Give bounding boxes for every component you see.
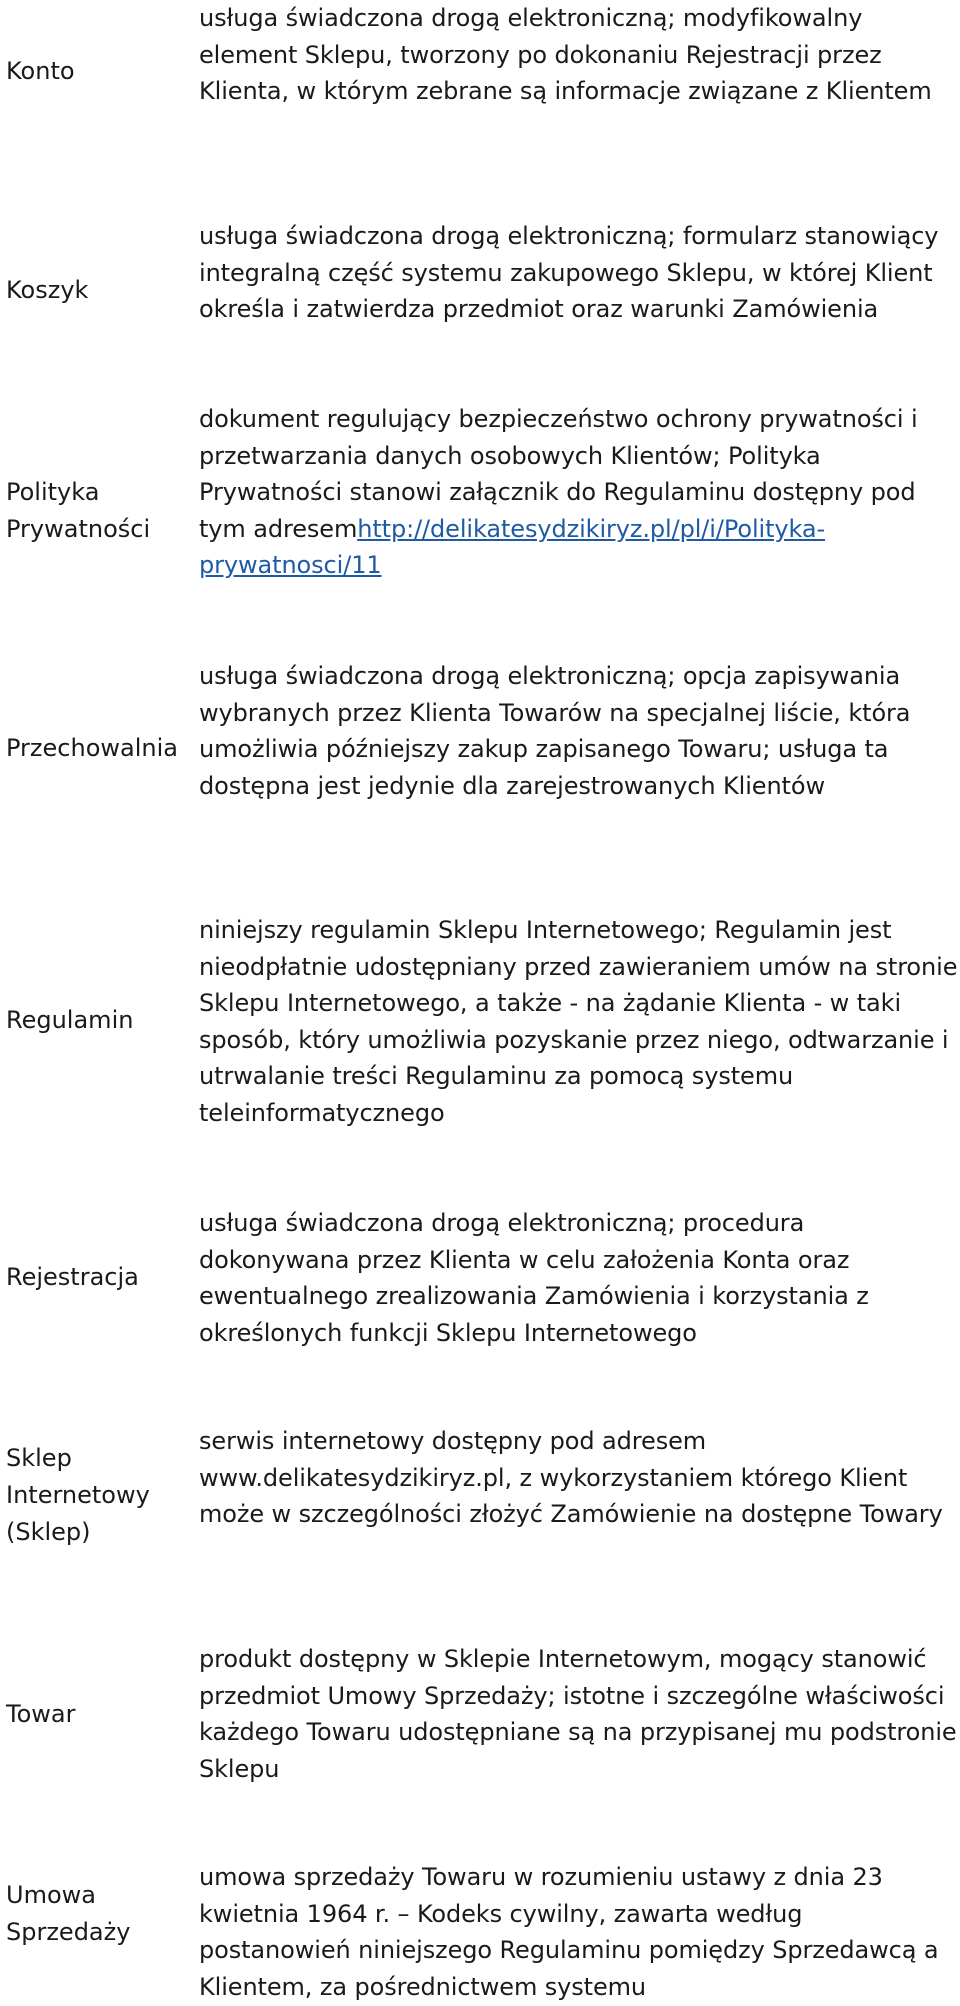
definition-rejestracja: usługa świadczona drogą elektroniczną; procedura dokonywana przez Klienta w celu założenia Konta oraz ewentualnego zrealizowania Zamówienia i korzystania z określonych funkcji Sklepu Internetowego xyxy=(199,1209,869,1347)
term-line: Polityka xyxy=(6,478,100,506)
term-line: Sprzedaży xyxy=(6,1918,131,1946)
definition-regulamin: niniejszy regulamin Sklepu Internetowego; Regulamin jest nieodpłatnie udostępniany przed zawieraniem umów na stronie Sklepu Internetowego, a także - na żądanie Klienta - w taki sposób, który umożliwia pozyskanie przez niego, odtwarzanie i utrwalanie treści Regulaminu za pomocą systemu teleinformatycznego xyxy=(199,916,958,1127)
term-line: Umowa xyxy=(6,1881,96,1909)
term-sklep-internetowy xyxy=(6,1440,150,1551)
term-rejestracja: Rejestracja xyxy=(6,1263,139,1291)
term-towar: Towar xyxy=(6,1700,76,1728)
term-umowa-sprzedazy xyxy=(6,1877,130,1951)
term-line: Internetowy xyxy=(6,1481,150,1509)
definition-koszyk: usługa świadczona drogą elektroniczną; formularz stanowiący integralną część systemu zakupowego Sklepu, w której Klient określa i zatwierdza przedmiot oraz warunki Zamówienia xyxy=(199,222,939,323)
term-line: Prywatności xyxy=(6,515,151,543)
definition-konto: usługa świadczona drogą elektroniczną; modyfikowalny element Sklepu, tworzony po dokonaniu Rejestracji przez Klienta, w którym zebrane są informacje związane z Klientem xyxy=(199,4,932,105)
term-line: Sklep xyxy=(6,1444,72,1472)
term-polityka-prywatnosci xyxy=(6,474,150,548)
term-koszyk: Koszyk xyxy=(6,276,89,304)
definition-polityka-prywatnosci xyxy=(199,401,959,584)
definition-text: dokument regulujący bezpieczeństwo ochrony prywatności i przetwarzania danych osobowych Klientów; Polityka Prywatności stanowi załącznik do Regulaminu dostępny pod tym adresem xyxy=(199,405,918,543)
definition-przechowalnia: usługa świadczona drogą elektroniczną; opcja zapisywania wybranych przez Klienta Towarów na specjalnej liście, która umożliwia późniejszy zakup zapisanego Towaru; usługa ta dostępna jest jedynie dla zarejestrowanych Klientów xyxy=(199,662,911,800)
definition-towar: produkt dostępny w Sklepie Internetowym, mogący stanowić przedmiot Umowy Sprzedaży; istotne i szczególne właściwości każdego Towaru udostępniane są na przypisanej mu podstronie Sklepu xyxy=(199,1645,957,1783)
term-regulamin: Regulamin xyxy=(6,1006,134,1034)
term-przechowalnia: Przechowalnia xyxy=(6,734,178,762)
term-line: (Sklep) xyxy=(6,1518,91,1546)
definition-umowa-sprzedazy: umowa sprzedaży Towaru w rozumieniu ustawy z dnia 23 kwietnia 1964 r. – Kodeks cywilny, zawarta według postanowień niniejszego Regulaminu pomiędzy Sprzedawcą a Klientem, za pośrednictwem systemu xyxy=(199,1863,939,2001)
term-konto: Konto xyxy=(6,57,75,85)
definition-sklep-internetowy: serwis internetowy dostępny pod adresem www.delikatesydzikiryz.pl, z wykorzystaniem którego Klient może w szczególności złożyć Zamówienie na dostępne Towary xyxy=(199,1427,943,1528)
privacy-policy-link[interactable]: http://delikatesydzikiryz.pl/pl/i/Polityka-prywatnosci/11 xyxy=(199,514,826,579)
